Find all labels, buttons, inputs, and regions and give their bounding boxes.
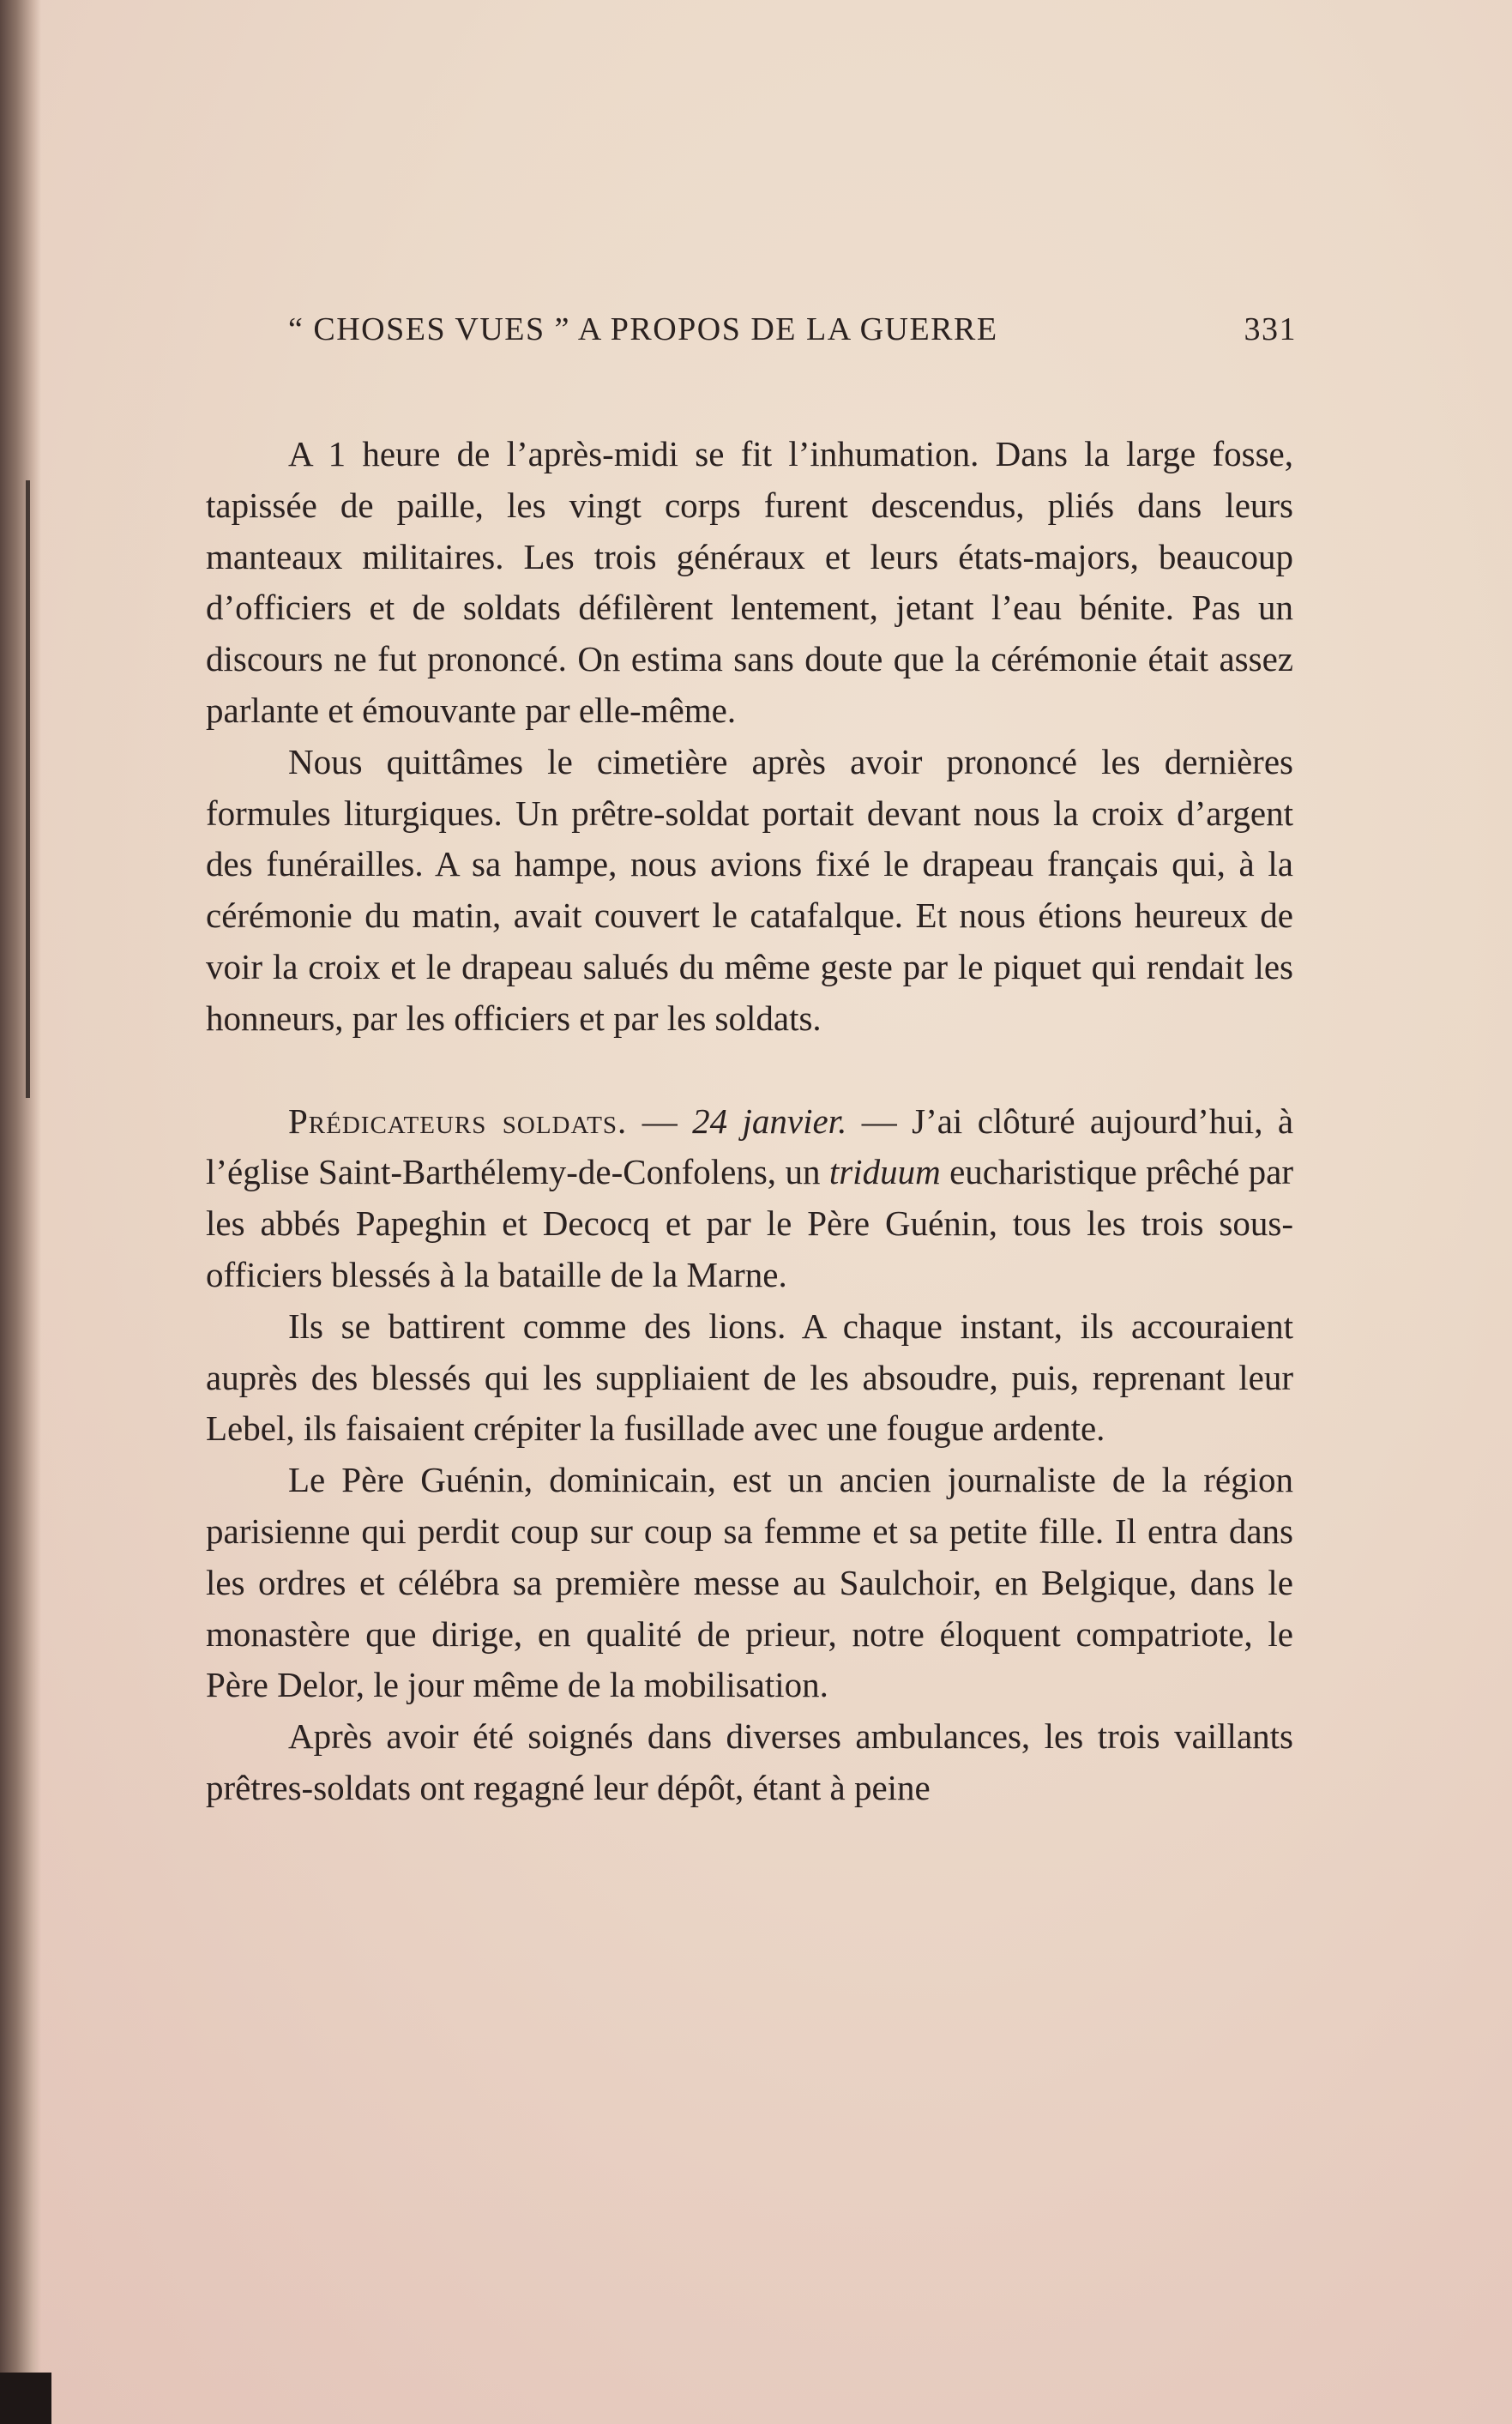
paragraph-3 [206, 1096, 1293, 1301]
body-text [206, 429, 1293, 1814]
paragraph-5: Le Père Guénin, dominicain, est un ancien journaliste de la région parisienne qui perdit coup sur coup sa femme et sa petite fille. Il entra dans les ordres et célébra sa première messe au Saulchoir, en Belgique, dans le monastère que dirige, en qualité de prieur, notre éloquent compatriote, le Père Delor, le jour même de la mobilisation. [206, 1460, 1293, 1705]
paragraph-6: Après avoir été soignés dans diverses ambulances, les trois vaillants prêtres-soldats ont regagné leur dépôt, étant à peine [206, 1716, 1293, 1807]
page-number: 331 [1244, 311, 1297, 347]
triduum-word: triduum [828, 1152, 941, 1192]
paragraph-1: A 1 heure de l’après-midi se fit l’inhumation. Dans la large fosse, tapissée de paille, les vingt corps furent descendus, pliés dans leurs manteaux militaires. Les trois généraux et leurs états-majors, beaucoup d’officiers et de soldats défilèrent lentement, jetant l’eau bénite. Pas un discours ne fut prononcé. On estima sans doute que la cérémonie était assez parlante et émouvante par elle-même. [206, 434, 1293, 730]
paragraph-4: Ils se battirent comme des lions. A chaque instant, ils accouraient auprès des blessés qui les suppliaient de les absoudre, puis, reprenant leur Lebel, ils faisaient crépiter la fusillade avec une fougue ardente. [206, 1305, 1293, 1449]
header-title: “ CHOSES VUES ” A PROPOS DE LA GUERRE [288, 311, 998, 347]
paragraph-3-text-b: eucharistique prêché par les abbés Papeghin et Decocq et par le Père Guénin, tous les trois sous-officiers blessés à la bataille de la Marne. [206, 1152, 1293, 1294]
page-gutter-shadow [0, 0, 41, 2424]
section-heading: Prédicateurs soldats. [288, 1100, 628, 1141]
binding-edge [26, 480, 30, 1098]
running-header [288, 311, 1297, 348]
dash-separator: — [846, 1100, 913, 1141]
dash-separator: — [627, 1100, 693, 1141]
entry-date: 24 janvier. [692, 1100, 847, 1141]
section-gap [206, 1045, 1293, 1096]
paragraph-3-text-a: J’ai clôturé aujourd’hui, à l’église Saint-Barthélemy-de-Confolens, un [206, 1100, 1294, 1192]
paragraph-2: Nous quittâmes le cimetière après avoir prononcé les dernières formules liturgiques. Un prêtre-soldat portait devant nous la croix d’argent des funérailles. A sa hampe, nous avions fixé le drapeau français qui, à la cérémonie du matin, avait couvert le catafalque. Et nous étions heureux de voir la croix et le drapeau salués du même geste par le piquet qui rendait les honneurs, par les officiers et par les soldats. [206, 741, 1293, 1038]
scan-corner [0, 2373, 51, 2424]
